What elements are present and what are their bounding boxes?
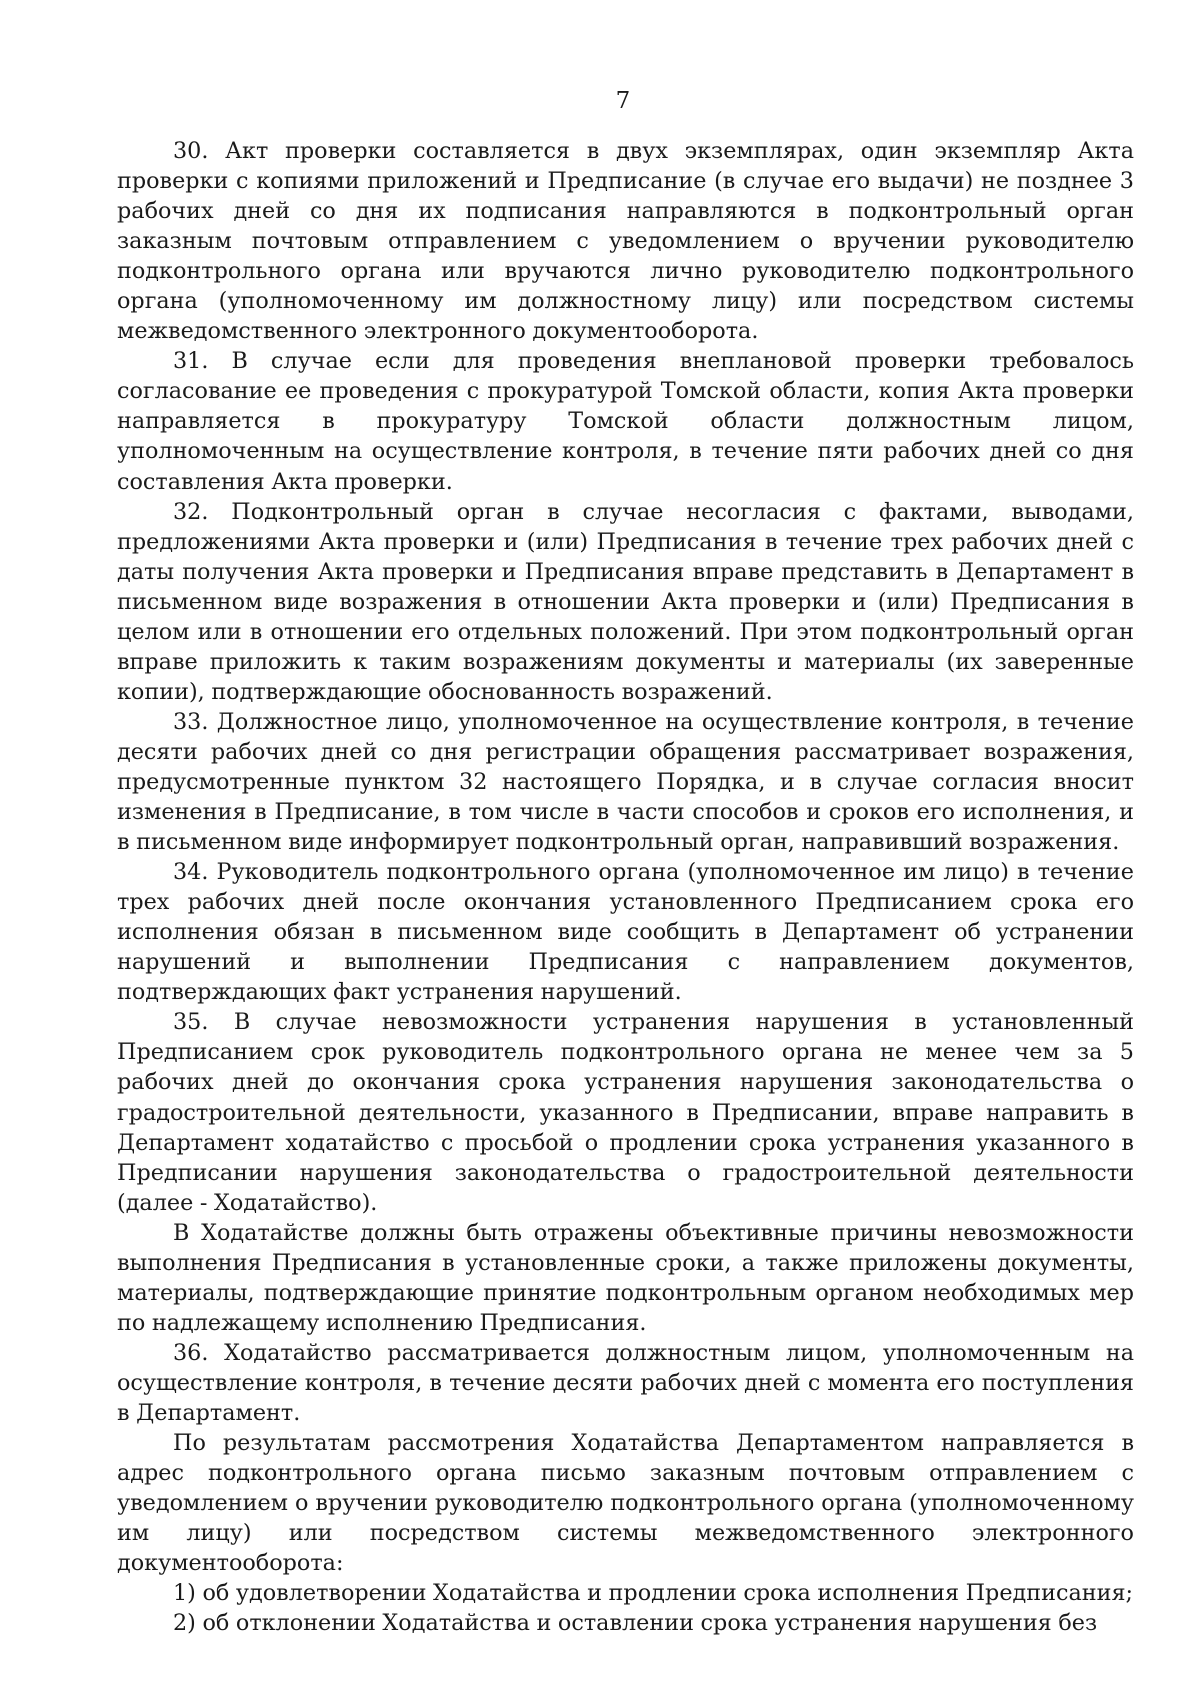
paragraph-35: 35. В случае невозможности устранения нарушения в установленный Предписанием срок руководитель подконтрольного органа не менее чем за 5 рабочих дней до окончания срока устранения нарушения законодательства о градостроительной деятельности, указанного в Предписании, вправе направить в Департамент ходатайство с просьбой о продлении срока устранения указанного в Предписании нарушения законодательства о градостроительной деятельности (далее - Ходатайство). [117,1009,1134,1216]
paragraph-36-results: По результатам рассмотрения Ходатайства Департаментом направляется в адрес подконтрольного органа письмо заказным почтовым отправлением с уведомлением о вручении руководителю подконтрольного органа (уполномоченному им лицу) или посредством системы межведомственного электронного документооборота: [117,1430,1134,1577]
document-body [117,136,1134,1638]
paragraph-31: 31. В случае если для проведения внеплановой проверки требовалось согласование ее проведения с прокуратурой Томской области, копия Акта проверки направляется в прокуратуру Томской области должностным лицом, уполномоченным на осуществление контроля, в течение пяти рабочих дней со дня составления Акта проверки. [117,348,1134,495]
page-number: 7 [615,88,631,114]
list-item-1: 1) об удовлетворении Ходатайства и продлении срока исполнения Предписания; [173,1580,1134,1607]
paragraph-33: 33. Должностное лицо, уполномоченное на осуществление контроля, в течение десяти рабочих дней со дня регистрации обращения рассматривает возражения, предусмотренные пунктом 32 настоящего Порядка, и в случае согласия вносит изменения в Предписание, в том числе в части способов и сроков его исполнения, и в письменном виде информирует подконтрольный орган, направивший возражения. [117,708,1134,856]
paragraph-32: 32. Подконтрольный орган в случае несогласия с фактами, выводами, предложениями Акта проверки и (или) Предписания в течение трех рабочих дней с даты получения Акта проверки и Предписания вправе представить в Департамент в письменном виде возражения в отношении Акта проверки и (или) Предписания в целом или в отношении его отдельных положений. При этом подконтрольный орган вправе приложить к таким возражениям документы и материалы (их заверенные копии), подтверждающие обоснованность возражений. [117,498,1134,705]
paragraph-36: 36. Ходатайство рассматривается должностным лицом, уполномоченным на осуществление контроля, в течение десяти рабочих дней с момента его поступления в Департамент. [117,1339,1134,1426]
paragraph-30: 30. Акт проверки составляется в двух экземплярах, один экземпляр Акта проверки с копиями приложений и Предписание (в случае его выдачи) не позднее 3 рабочих дней со дня их подписания направляются в подконтрольный орган заказным почтовым отправлением с уведомлением о вручении руководителю подконтрольного органа или вручаются лично руководителю подконтрольного органа (уполномоченному им должностному лицу) или посредством системы межведомственного электронного документооборота. [117,138,1134,345]
paragraph-34: 34. Руководитель подконтрольного органа (уполномоченное им лицо) в течение трех рабочих дней после окончания установленного Предписанием срока его исполнения обязан в письменном виде сообщить в Департамент об устранении нарушений и выполнении Предписания с направлением документов, подтверждающих факт устранения нарушений. [117,859,1134,1006]
paragraph-35-continuation: В Ходатайстве должны быть отражены объективные причины невозможности выполнения Предписания в установленные сроки, а также приложены документы, материалы, подтверждающие принятие подконтрольным органом необходимых мер по надлежащему исполнению Предписания. [117,1219,1134,1336]
list-item-2: 2) об отклонении Ходатайства и оставлении срока устранения нарушения без [173,1610,1098,1637]
